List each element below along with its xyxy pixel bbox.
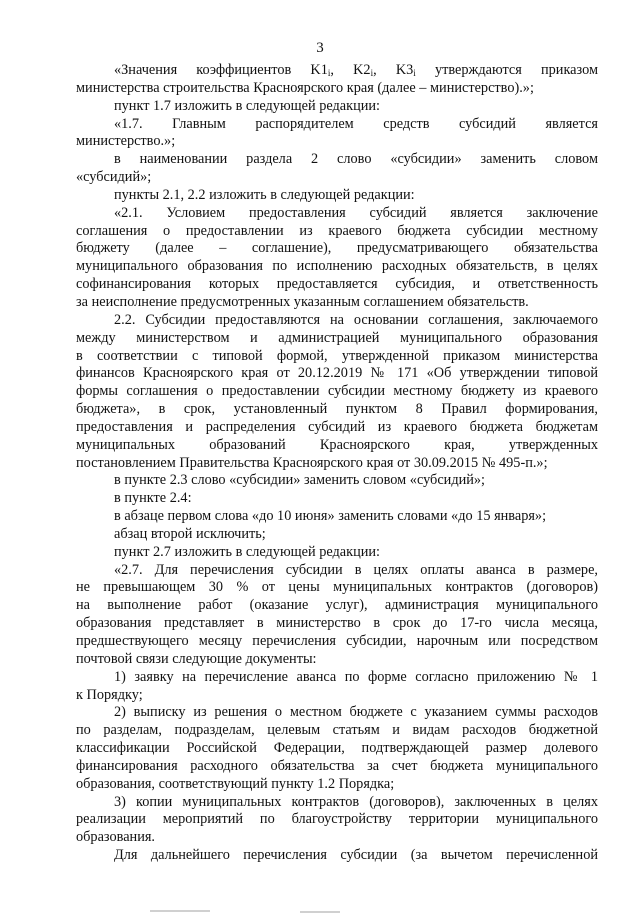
text-line: «субсидий»; (76, 169, 152, 186)
text-line: к Порядку; (76, 686, 143, 703)
text-line: софинансирования которых предоставляется субсидия, и ответственность (76, 276, 598, 293)
text-line: в пункте 2.3 слово «субсидии» заменить словом «субсидий»; (114, 472, 486, 489)
text-line: на выполнение работ (оказание услуг), администрация муниципального (76, 597, 598, 614)
text-fragment: , K2 (330, 62, 371, 78)
text-line: в пункте 2.4: (114, 490, 192, 507)
text-line: 2) выписку из решения о местном бюджете с указанием суммы расходов (114, 704, 598, 721)
text-line: образования. (76, 829, 155, 846)
text-line: финансирования расходного обязательства за счет бюджета муниципального (76, 757, 598, 774)
subscript: i (370, 68, 374, 78)
text-line: пункт 2.7 изложить в следующей редакции: (114, 543, 381, 560)
text-line: министерства строительства Красноярского края (далее – министерство).»; (76, 79, 534, 96)
text-line: постановлением Правительства Красноярского края от 30.09.2015 № 495-п.»; (76, 454, 548, 471)
text-line: Для дальнейшего перечисления субсидии (за вычетом перечисленной (114, 847, 598, 864)
text-line: почтовой связи следующие документы: (76, 650, 317, 667)
text-line: реализации мероприятий по благоустройству территории муниципального (76, 811, 598, 828)
text-line: 1) заявку на перечисление аванса по форме согласно приложению № 1 (114, 668, 598, 685)
text-line: абзац второй исключить; (114, 525, 266, 542)
text-line: образования, соответствующий пункту 1.2 Порядка; (76, 775, 395, 792)
text-line: не превышающем 30 % от цены муниципальных контрактов (договоров) (76, 579, 598, 596)
text-line: в соответствии с типовой формой, утвержденной приказом министерства (76, 347, 598, 364)
scan-mark (150, 910, 210, 912)
text-line: в абзаце первом слова «до 10 июня» заменить словами «до 15 января»; (114, 508, 547, 525)
text-line: бюджета», в срок, установленный пунктом 8 Правил формирования, (76, 401, 598, 418)
text-line: «2.7. Для перечисления субсидии в целях оплаты аванса в размере, (114, 561, 598, 578)
text-fragment: , K3 (373, 62, 414, 78)
text-line: предшествующего месяцу перечисления субсидии, нарочным или посредством (76, 633, 598, 649)
text-line: соглашения о предоставлении из краевого бюджета субсидии местному (76, 222, 598, 239)
text-line: классификации Российской Федерации, подтверждающей размер долевого (76, 740, 598, 757)
text-line: пункты 2.1, 2.2 изложить в следующей редакции: (114, 186, 415, 203)
scan-mark (300, 911, 340, 913)
subscript: i (413, 68, 416, 78)
text-line: в наименовании раздела 2 слово «субсидии» заменить словом (114, 151, 598, 168)
text-line: за неисполнение предусмотренных указанным соглашением обязательств. (76, 293, 529, 310)
text-line: предоставления и распределения субсидий из краевого бюджета бюджетам (76, 418, 598, 435)
text-fragment: «Значения коэффициентов K1 (114, 62, 328, 78)
text-line (76, 62, 598, 80)
text-line: 3) копии муниципальных контрактов (договоров), заключенных в целях (114, 793, 598, 810)
text-line: формы соглашения о предоставлении субсидии местному бюджету из краевого (76, 383, 598, 400)
text-line: муниципального образования по исполнению расходных обязательств, в целях (76, 258, 598, 275)
text-line: по разделам, подразделам, целевым статьям и видам расходов бюджетной (76, 722, 598, 739)
text-line: муниципальных образований Красноярского края, утвержденных (76, 436, 598, 453)
text-line: бюджету (далее – соглашение), предусматривающего обязательства (76, 240, 598, 257)
text-line: образования представляет в министерство в срок до 17-го числа месяца, (76, 615, 598, 632)
text-line: «1.7. Главным распорядителем средств субсидий является (114, 115, 598, 132)
text-fragment: утверждаются приказом (415, 62, 599, 78)
text-line: между министерством и администрацией муниципального образования (76, 329, 598, 346)
text-line: финансов Красноярского края от 20.12.2019 № 171 «Об утверждении типовой (76, 365, 598, 382)
text-line: пункт 1.7 изложить в следующей редакции: (114, 97, 381, 114)
subscript: i (327, 68, 331, 78)
document-body (76, 62, 598, 865)
text-line: 2.2. Субсидии предоставляются на основании соглашения, заключаемого (114, 311, 598, 328)
scan-edge-marks (0, 904, 640, 919)
page-number: 3 (316, 40, 324, 56)
text-line: «2.1. Условием предоставления субсидий является заключение (114, 204, 598, 221)
text-line: министерство.»; (76, 133, 176, 150)
